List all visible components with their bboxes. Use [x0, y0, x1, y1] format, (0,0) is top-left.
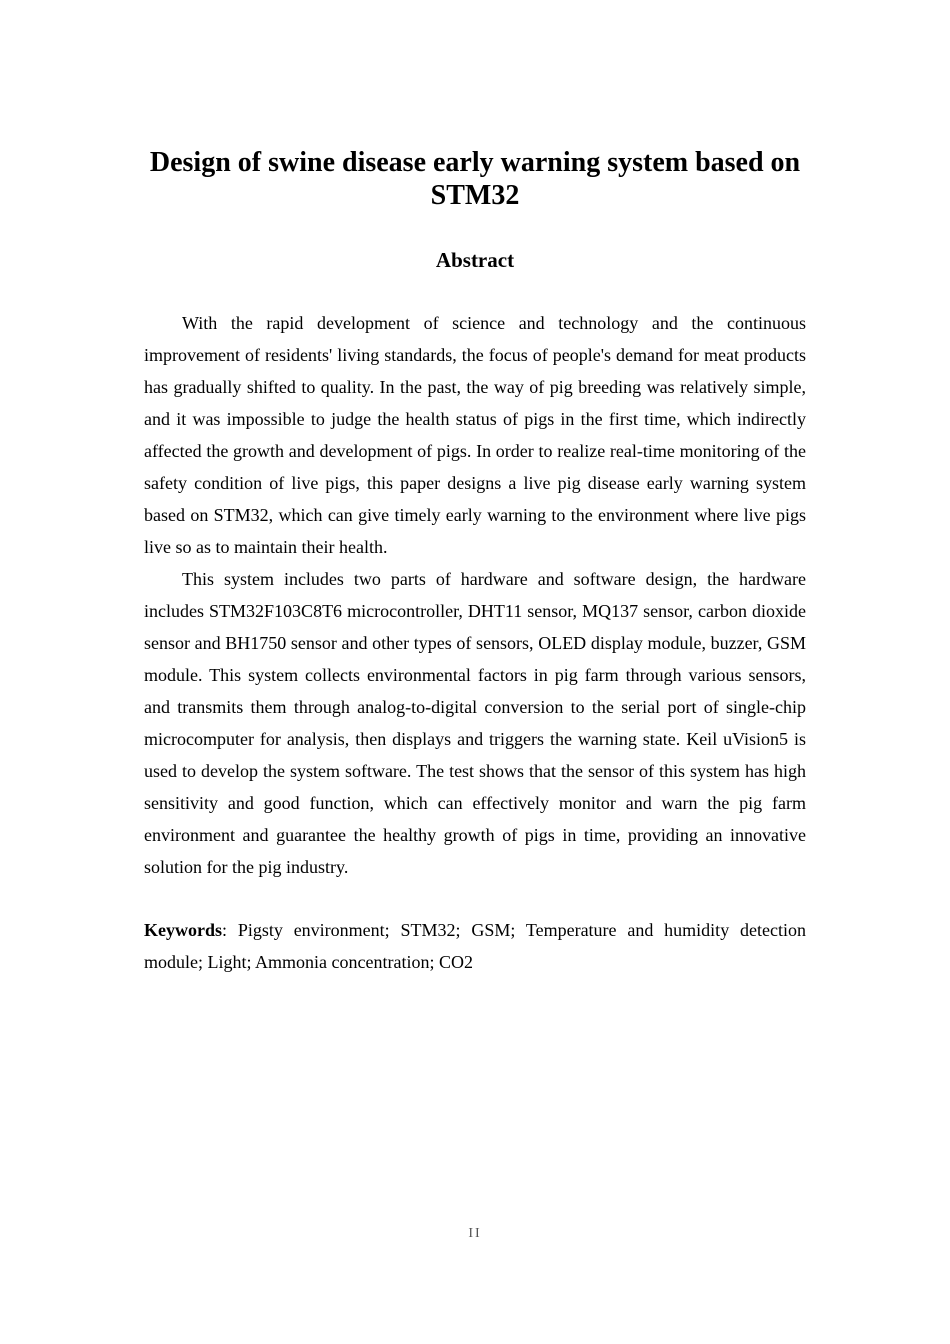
page-number: II [468, 1226, 482, 1241]
keywords-separator: : [222, 920, 238, 940]
abstract-paragraph-1: With the rapid development of science and technology and the continuous improvement of residents' living standards, the focus of people's demand for meat products has gradually shifted to quality. In the past, the way of pig breeding was relatively simple, and it was impossible to judge the health status of pigs in the first time, which indirectly affected the growth and development of pigs. In order to realize real-time monitoring of the safety condition of live pigs, this paper designs a live pig disease early warning system based on STM32, which can give timely early warning to the environment where live pigs live so as to maintain their health. [144, 313, 806, 557]
abstract-heading: Abstract [435, 248, 515, 272]
abstract-body [144, 307, 806, 883]
keywords-label: Keywords [144, 920, 222, 940]
keywords-line [144, 914, 806, 978]
abstract-paragraph-2: This system includes two parts of hardware and software design, the hardware includes STM32F103C8T6 microcontroller, DHT11 sensor, MQ137 sensor, carbon dioxide sensor and BH1750 sensor and other types of sensors, OLED display module, buzzer, GSM module. This system collects environmental factors in pig farm through various sensors, and transmits them through analog-to-digital conversion to the serial port of single-chip microcomputer for analysis, then displays and triggers the warning state. Keil uVision5 is used to develop the system software. The test shows that the sensor of this system has high sensitivity and good function, which can effectively monitor and warn the pig farm environment and guarantee the healthy growth of pigs in time, providing an innovative solution for the pig industry. [144, 569, 806, 877]
paper-title: Design of swine disease early warning system based on STM32 [149, 147, 801, 211]
keywords-text: Pigsty environment; STM32; GSM; Temperature and humidity detection module; Light; Ammonia concentration; CO2 [144, 920, 806, 972]
